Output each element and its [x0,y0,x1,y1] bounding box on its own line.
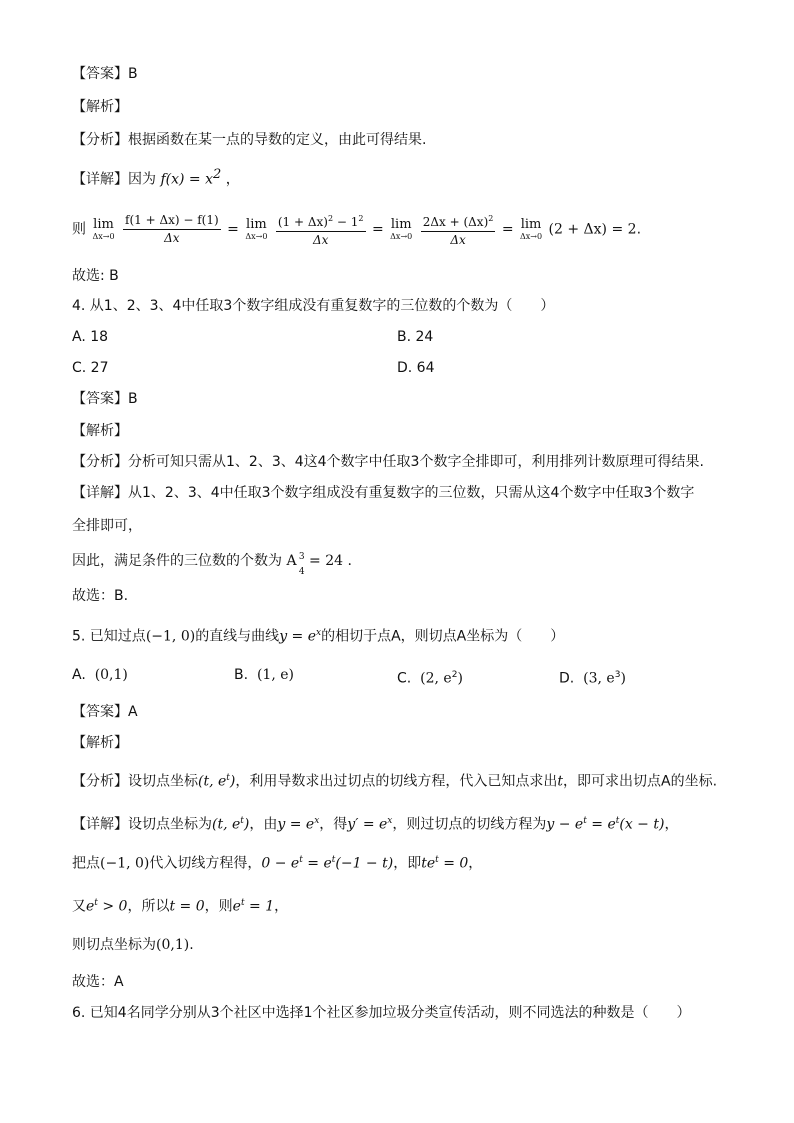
q3-lim-2: lim Δx→0 [245,216,268,241]
q3-eq-3: = [501,221,514,238]
q4-option-c: C. 27 [72,360,109,376]
q4-conclusion [72,551,352,577]
q4-choose: 故选：B. [72,588,129,604]
q3-frac-1: $\frac{f(1 + \Delta x) - f(1)}{\Delta x}$ [125,213,219,245]
q3-choose: 故选: B [72,268,119,284]
q3-detail [72,165,240,190]
q5-substitution: 把点(−1, 0)代入切线方程得，$0 - e^t = e^t(-1 - t)$，即$te^t = 0$， [72,855,483,872]
q3-fx: f(x) = x [160,171,213,188]
q3-last-expr: (2 + Δx) = 2 [548,221,637,238]
q5-option-c: C. (2, $e^2$) [397,670,463,687]
q3-analysis-heading: 【解析】 [72,99,128,115]
q3-fx-tail: ， [225,171,240,188]
q3-lim-1: lim Δx→0 [92,216,115,241]
q3-lim-3: lim Δx→0 [390,216,413,241]
q3-detail-prefix: 【详解】因为 [72,171,156,188]
q5-also: 又$e^t > 0$，所以t = 0，则$e^t = 1$， [72,898,289,915]
q4-fenxi: 【分析】分析可知只需从1、2、3、4这4个数字中任取3个数字全排即可，利用排列计数原理可得结果. [72,454,704,470]
q5-choose: 故选：A [72,974,124,990]
q4-permutation: A 3 4 [286,552,305,577]
q4-answer: 【答案】B [72,391,138,407]
q3-frac-2: $\frac{(1 + \Delta x)^2 - 1^2}{\Delta x}$ [276,210,366,249]
q4-option-b: B. 24 [397,329,434,345]
q5-result: 则切点坐标为(0,1). [72,937,194,953]
q6-stem: 6. 已知4名同学分别从3个社区中选择1个社区参加垃圾分类宣传活动，则不同选法的种数是（ ） [72,1005,691,1021]
q4-stem: 4. 从1、2、3、4中任取3个数字组成没有重复数字的三位数的个数为（ ） [72,298,555,314]
q5-option-b: B. (1, e) [234,667,294,683]
q4-conclusion-prefix: 因此，满足条件的三位数的个数为 [72,553,282,569]
q3-answer: 【答案】B [72,66,138,82]
q5-fenxi: 【分析】设切点坐标(t, $e^t$)，利用导数求出过切点的切线方程，代入已知点求出t，即可求出切点A的坐标. [72,773,718,790]
q3-frac-3: $\frac{2\Delta x + (\Delta x)^2}{\Delta x}$ [421,210,496,249]
q3-lim-4: lim Δx→0 [520,216,543,241]
q5-curve: y = e [279,628,317,645]
q5-option-d: D. (3, $e^3$) [559,670,626,687]
q5-option-a: A. (0,1) [72,667,128,683]
q5-answer: 【答案】A [72,704,138,720]
q3-fenxi: 【分析】根据函数在某一点的导数的定义，由此可得结果. [72,132,427,148]
q3-limit-derivation [72,210,641,249]
q3-ze: 则 [72,221,86,238]
q5-detail: 【详解】设切点坐标为(t, $e^t$)，由$y = e^x$，得$y' = e^x$，则过切点的切线方程为$y - e^t = e^t(x - t)$， [72,816,679,833]
q3-end-dot: . [636,221,642,238]
q4-analysis-heading: 【解析】 [72,423,128,439]
q3-eq-1: = [227,221,239,238]
q4-option-d: D. 64 [397,360,435,376]
q3-eq-2: = [371,221,384,238]
q4-option-a: A. 18 [72,329,109,345]
q5-stem: 5. 已知过点(−1, 0)的直线与曲线$y = e^x$的相切于点A，则切点A坐标为（ ） [72,628,565,645]
q4-detail-line2: 全排即可， [72,518,142,534]
q3-fx-exp: 2 [212,167,222,182]
q4-detail-line1: 【详解】从1、2、3、4中任取3个数字组成没有重复数字的三位数，只需从这4个数字中任取3个数字 [72,485,695,501]
q5-analysis-heading: 【解析】 [72,735,128,751]
q4-perm-value: = 24 . [309,553,352,569]
q5-point: (−1, 0) [145,628,196,645]
